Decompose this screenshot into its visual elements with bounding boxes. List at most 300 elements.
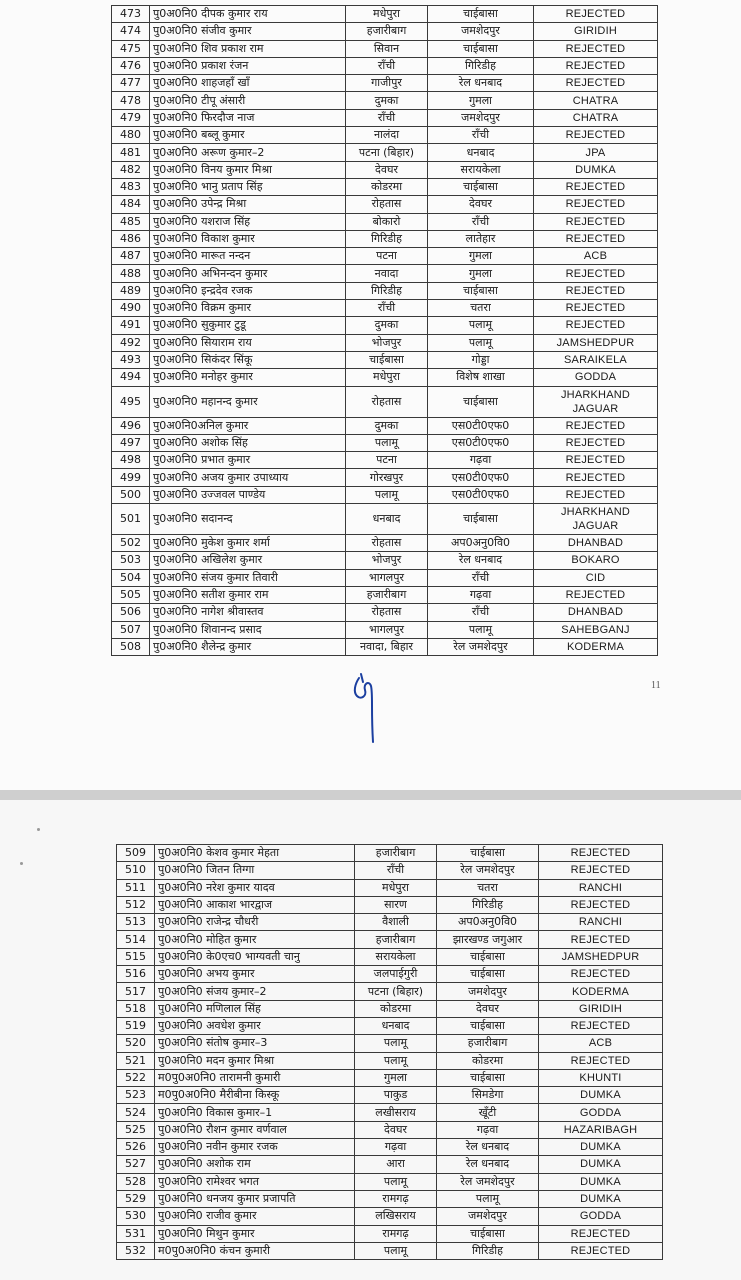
officer-name-cell: पु0अ0नि0 मोहित कुमार: [155, 931, 355, 948]
officer-name-cell: पु0अ0नि0 धनजय कुमार प्रजापति: [155, 1190, 355, 1207]
officer-name-cell: पु0अ0नि0 के0एच0 भाग्यवती चानु: [155, 948, 355, 965]
officer-name-cell: पु0अ0नि0 आकाश भारद्वाज: [155, 896, 355, 913]
current-posting-cell: राँची: [428, 127, 534, 144]
speck: [20, 862, 23, 865]
remark-cell: REJECTED: [534, 6, 658, 23]
remark-cell: GODDA: [539, 1104, 663, 1121]
officer-name-cell: पु0अ0नि0 संजीव कुमार: [150, 23, 346, 40]
officer-name-cell: पु0अ0नि0 शिवानन्द प्रसाद: [150, 621, 346, 638]
home-district-cell: भागलपुर: [346, 621, 428, 638]
home-district-cell: गाजीपुर: [346, 75, 428, 92]
serial-number-cell: 526: [117, 1139, 155, 1156]
table-row: [117, 1139, 663, 1156]
officer-name-cell: पु0अ0नि0 इन्द्रदेव रजक: [150, 282, 346, 299]
home-district-cell: धनबाद: [346, 504, 428, 535]
current-posting-cell: रेल जमशेदपुर: [437, 862, 539, 879]
serial-number-cell: 527: [117, 1156, 155, 1173]
current-posting-cell: धनबाद: [428, 144, 534, 161]
officer-name-cell: पु0अ0नि0 संजय कुमार–2: [155, 983, 355, 1000]
table-row: [117, 1035, 663, 1052]
remark-cell: GODDA: [539, 1208, 663, 1225]
officer-name-cell: पु0अ0नि0 अखिलेश कुमार: [150, 552, 346, 569]
serial-number-cell: 530: [117, 1208, 155, 1225]
remark-cell: DUMKA: [539, 1190, 663, 1207]
current-posting-cell: कोडरमा: [437, 1052, 539, 1069]
officer-name-cell: पु0अ0नि0 नागेश श्रीवास्तव: [150, 604, 346, 621]
home-district-cell: नालंदा: [346, 127, 428, 144]
home-district-cell: लखिसराय: [355, 1208, 437, 1225]
home-district-cell: पाकुड: [355, 1087, 437, 1104]
officer-name-cell: पु0अ0नि0 बब्लू कुमार: [150, 127, 346, 144]
home-district-cell: कोडरमा: [346, 178, 428, 195]
page-number: 11: [651, 680, 661, 691]
home-district-cell: दुमका: [346, 317, 428, 334]
remark-cell: DUMKA: [539, 1173, 663, 1190]
officer-name-cell: पु0अ0नि0 नवीन कुमार रजक: [155, 1139, 355, 1156]
table-row: [117, 896, 663, 913]
remark-cell: GODDA: [534, 369, 658, 386]
table-row: [117, 1000, 663, 1017]
remark-cell: REJECTED: [534, 417, 658, 434]
speck: [37, 828, 40, 831]
serial-number-cell: 529: [117, 1190, 155, 1207]
home-district-cell: सरायकेला: [355, 948, 437, 965]
remark-cell: CID: [534, 569, 658, 586]
home-district-cell: पटना (बिहार): [346, 144, 428, 161]
officer-name-cell: पु0अ0नि0 नरेश कुमार यादव: [155, 879, 355, 896]
serial-number-cell: 492: [112, 334, 150, 351]
officer-name-cell: पु0अ0नि0 प्रकाश रंजन: [150, 57, 346, 74]
current-posting-cell: देवघर: [428, 196, 534, 213]
remark-cell: REJECTED: [539, 931, 663, 948]
home-district-cell: देवघर: [346, 161, 428, 178]
table-row: [112, 6, 658, 23]
serial-number-cell: 498: [112, 452, 150, 469]
serial-number-cell: 531: [117, 1225, 155, 1242]
home-district-cell: हजारीबाग: [355, 931, 437, 948]
table-row: [117, 1017, 663, 1034]
table-row: [112, 230, 658, 247]
home-district-cell: नवादा: [346, 265, 428, 282]
serial-number-cell: 489: [112, 282, 150, 299]
home-district-cell: दुमका: [346, 92, 428, 109]
serial-number-cell: 505: [112, 586, 150, 603]
serial-number-cell: 475: [112, 40, 150, 57]
officer-name-cell: पु0अ0नि0 अशोक सिंह: [150, 434, 346, 451]
table-row: [112, 213, 658, 230]
home-district-cell: सिवान: [346, 40, 428, 57]
officer-name-cell: पु0अ0नि0 सियाराम राय: [150, 334, 346, 351]
table-row: [117, 1242, 663, 1259]
remark-cell: ACB: [534, 248, 658, 265]
officer-name-cell: पु0अ0नि0 केशव कुमार मेहता: [155, 845, 355, 862]
officer-name-cell: पु0अ0नि0अनिल कुमार: [150, 417, 346, 434]
serial-number-cell: 508: [112, 638, 150, 655]
officer-name-cell: पु0अ0नि0 शिव प्रकाश राम: [150, 40, 346, 57]
table-row: [112, 604, 658, 621]
officer-name-cell: पु0अ0नि0 संतोष कुमार–3: [155, 1035, 355, 1052]
table-row: [112, 552, 658, 569]
serial-number-cell: 522: [117, 1069, 155, 1086]
remark-cell: DHANBAD: [534, 604, 658, 621]
home-district-cell: गिरिडीह: [346, 230, 428, 247]
officer-name-cell: पु0अ0नि0 रामेश्वर भगत: [155, 1173, 355, 1190]
table-row: [112, 109, 658, 126]
home-district-cell: जलपाईगुरी: [355, 966, 437, 983]
remark-cell: REJECTED: [534, 57, 658, 74]
remark-cell: REJECTED: [534, 75, 658, 92]
remark-cell: GIRIDIH: [539, 1000, 663, 1017]
serial-number-cell: 507: [112, 621, 150, 638]
table-row: [117, 983, 663, 1000]
serial-number-cell: 525: [117, 1121, 155, 1138]
serial-number-cell: 494: [112, 369, 150, 386]
home-district-cell: हजारीबाग: [346, 23, 428, 40]
officer-name-cell: पु0अ0नि0 मदन कुमार मिश्रा: [155, 1052, 355, 1069]
home-district-cell: राँची: [355, 862, 437, 879]
officer-name-cell: पु0अ0नि0 मुकेश कुमार शर्मा: [150, 535, 346, 552]
table-row: [112, 23, 658, 40]
current-posting-cell: चाईबासा: [437, 1069, 539, 1086]
home-district-cell: गिरिडीह: [346, 282, 428, 299]
current-posting-cell: चाईबासा: [437, 966, 539, 983]
serial-number-cell: 528: [117, 1173, 155, 1190]
serial-number-cell: 515: [117, 948, 155, 965]
home-district-cell: भोजपुर: [346, 334, 428, 351]
table-row: [112, 638, 658, 655]
table-row: [112, 75, 658, 92]
officer-name-cell: पु0अ0नि0 सतीश कुमार राम: [150, 586, 346, 603]
serial-number-cell: 514: [117, 931, 155, 948]
home-district-cell: राँची: [346, 109, 428, 126]
table-row: [112, 569, 658, 586]
officer-table-body: [117, 845, 663, 1260]
home-district-cell: पटना: [346, 248, 428, 265]
serial-number-cell: 503: [112, 552, 150, 569]
current-posting-cell: चाईबासा: [437, 1225, 539, 1242]
serial-number-cell: 490: [112, 300, 150, 317]
remark-cell: REJECTED: [534, 586, 658, 603]
officer-name-cell: पु0अ0नि0 अभय कुमार: [155, 966, 355, 983]
remark-cell: SAHEBGANJ: [534, 621, 658, 638]
current-posting-cell: चाईबासा: [437, 1017, 539, 1034]
table-row: [117, 1208, 663, 1225]
serial-number-cell: 488: [112, 265, 150, 282]
table-row: [112, 586, 658, 603]
current-posting-cell: एस0टी0एफ0: [428, 417, 534, 434]
remark-cell: REJECTED: [539, 1225, 663, 1242]
home-district-cell: बोकारो: [346, 213, 428, 230]
current-posting-cell: जमशेदपुर: [428, 23, 534, 40]
current-posting-cell: सरायकेला: [428, 161, 534, 178]
remark-cell: JAMSHEDPUR: [539, 948, 663, 965]
table-row: [117, 1156, 663, 1173]
home-district-cell: नवादा, बिहार: [346, 638, 428, 655]
table-row: [112, 282, 658, 299]
home-district-cell: मधेपुरा: [346, 6, 428, 23]
current-posting-cell: चतरा: [437, 879, 539, 896]
remark-cell: REJECTED: [534, 434, 658, 451]
home-district-cell: दुमका: [346, 417, 428, 434]
current-posting-cell: अप0अनु0वि0: [428, 535, 534, 552]
current-posting-cell: चाईबासा: [437, 948, 539, 965]
home-district-cell: पलामू: [355, 1173, 437, 1190]
serial-number-cell: 481: [112, 144, 150, 161]
officer-name-cell: पु0अ0नि0 शाहजहाँ खाँ: [150, 75, 346, 92]
current-posting-cell: चाईबासा: [428, 6, 534, 23]
current-posting-cell: जमशेदपुर: [428, 109, 534, 126]
current-posting-cell: चाईबासा: [428, 178, 534, 195]
serial-number-cell: 509: [117, 845, 155, 862]
current-posting-cell: जमशेदपुर: [437, 983, 539, 1000]
remark-cell: REJECTED: [534, 127, 658, 144]
current-posting-cell: गुमला: [428, 265, 534, 282]
serial-number-cell: 519: [117, 1017, 155, 1034]
home-district-cell: रोहतास: [346, 535, 428, 552]
serial-number-cell: 483: [112, 178, 150, 195]
remark-cell: REJECTED: [539, 896, 663, 913]
serial-number-cell: 500: [112, 486, 150, 503]
table-row: [112, 334, 658, 351]
current-posting-cell: रेल जमशेदपुर: [428, 638, 534, 655]
table-row: [112, 535, 658, 552]
officer-name-cell: पु0अ0नि0 मणिलाल सिंह: [155, 1000, 355, 1017]
home-district-cell: गुमला: [355, 1069, 437, 1086]
remark-cell: KHUNTI: [539, 1069, 663, 1086]
officer-table-body: [112, 6, 658, 656]
remark-cell: REJECTED: [539, 845, 663, 862]
home-district-cell: गढ़वा: [355, 1139, 437, 1156]
table-row: [117, 948, 663, 965]
table-row: [112, 434, 658, 451]
serial-number-cell: 480: [112, 127, 150, 144]
home-district-cell: वैशाली: [355, 914, 437, 931]
officer-name-cell: पु0अ0नि0 अशोक राम: [155, 1156, 355, 1173]
home-district-cell: गोरखपुर: [346, 469, 428, 486]
current-posting-cell: गिरिडीह: [437, 896, 539, 913]
home-district-cell: भागलपुर: [346, 569, 428, 586]
current-posting-cell: पलामू: [437, 1190, 539, 1207]
remark-cell: REJECTED: [539, 1017, 663, 1034]
table-row: [112, 369, 658, 386]
remark-cell: REJECTED: [534, 452, 658, 469]
remark-cell: DUMKA: [539, 1156, 663, 1173]
current-posting-cell: राँची: [428, 213, 534, 230]
serial-number-cell: 496: [112, 417, 150, 434]
serial-number-cell: 497: [112, 434, 150, 451]
current-posting-cell: रेल जमशेदपुर: [437, 1173, 539, 1190]
serial-number-cell: 479: [112, 109, 150, 126]
current-posting-cell: एस0टी0एफ0: [428, 434, 534, 451]
remark-cell: REJECTED: [534, 213, 658, 230]
table-row: [117, 1087, 663, 1104]
table-row: [112, 504, 658, 535]
table-row: [117, 931, 663, 948]
current-posting-cell: रेल धनबाद: [437, 1156, 539, 1173]
table-row: [117, 1190, 663, 1207]
officer-name-cell: पु0अ0नि0 शैलेन्द्र कुमार: [150, 638, 346, 655]
current-posting-cell: झारखण्ड जगुआर: [437, 931, 539, 948]
home-district-cell: रामगढ़: [355, 1190, 437, 1207]
serial-number-cell: 504: [112, 569, 150, 586]
current-posting-cell: एस0टी0एफ0: [428, 486, 534, 503]
table-row: [117, 879, 663, 896]
remark-cell: REJECTED: [539, 1052, 663, 1069]
home-district-cell: पटना: [346, 452, 428, 469]
current-posting-cell: चाईबासा: [437, 845, 539, 862]
current-posting-cell: गुमला: [428, 248, 534, 265]
remark-cell: REJECTED: [534, 486, 658, 503]
table-row: [117, 1069, 663, 1086]
home-district-cell: पलामू: [355, 1242, 437, 1259]
remark-cell: KODERMA: [534, 638, 658, 655]
serial-number-cell: 476: [112, 57, 150, 74]
table-row: [117, 845, 663, 862]
home-district-cell: रोहतास: [346, 604, 428, 621]
table-row: [112, 486, 658, 503]
home-district-cell: हजारीबाग: [355, 845, 437, 862]
current-posting-cell: खूँटी: [437, 1104, 539, 1121]
serial-number-cell: 487: [112, 248, 150, 265]
table-row: [112, 452, 658, 469]
table-row: [112, 469, 658, 486]
current-posting-cell: देवघर: [437, 1000, 539, 1017]
table-row: [112, 40, 658, 57]
current-posting-cell: राँची: [428, 604, 534, 621]
serial-number-cell: 491: [112, 317, 150, 334]
table-row: [112, 161, 658, 178]
serial-number-cell: 486: [112, 230, 150, 247]
officer-name-cell: पु0अ0नि0 सुकुमार टुडू: [150, 317, 346, 334]
current-posting-cell: पलामू: [428, 334, 534, 351]
remark-cell: REJECTED: [534, 178, 658, 195]
remark-cell: REJECTED: [534, 282, 658, 299]
officer-table-page-1: [111, 5, 658, 656]
current-posting-cell: रेल धनबाद: [428, 75, 534, 92]
serial-number-cell: 521: [117, 1052, 155, 1069]
table-row: [112, 300, 658, 317]
remark-cell: REJECTED: [534, 40, 658, 57]
home-district-cell: हजारीबाग: [346, 586, 428, 603]
table-row: [117, 914, 663, 931]
officer-name-cell: पु0अ0नि0 उज्जवल पाण्डेय: [150, 486, 346, 503]
serial-number-cell: 520: [117, 1035, 155, 1052]
officer-name-cell: पु0अ0नि0 संजय कुमार तिवारी: [150, 569, 346, 586]
remark-cell: DUMKA: [539, 1087, 663, 1104]
table-row: [117, 966, 663, 983]
serial-number-cell: 532: [117, 1242, 155, 1259]
current-posting-cell: एस0टी0एफ0: [428, 469, 534, 486]
serial-number-cell: 477: [112, 75, 150, 92]
officer-name-cell: पु0अ0नि0 विकाश कुमार: [150, 230, 346, 247]
home-district-cell: पलामू: [346, 486, 428, 503]
remark-cell: DUMKA: [539, 1139, 663, 1156]
current-posting-cell: राँची: [428, 569, 534, 586]
home-district-cell: सारण: [355, 896, 437, 913]
table-row: [117, 1121, 663, 1138]
current-posting-cell: गोड्डा: [428, 351, 534, 368]
remark-cell: DHANBAD: [534, 535, 658, 552]
remark-cell: ACB: [539, 1035, 663, 1052]
serial-number-cell: 516: [117, 966, 155, 983]
serial-number-cell: 524: [117, 1104, 155, 1121]
table-row: [112, 386, 658, 417]
table-row: [112, 178, 658, 195]
officer-name-cell: पु0अ0नि0 रौशन कुमार वर्णवाल: [155, 1121, 355, 1138]
serial-number-cell: 506: [112, 604, 150, 621]
remark-cell: JHARKHAND JAGUAR: [534, 504, 658, 535]
serial-number-cell: 493: [112, 351, 150, 368]
table-row: [112, 248, 658, 265]
officer-name-cell: पु0अ0नि0 विनय कुमार मिश्रा: [150, 161, 346, 178]
table-row: [117, 1052, 663, 1069]
serial-number-cell: 495: [112, 386, 150, 417]
officer-name-cell: पु0अ0नि0 अवधेश कुमार: [155, 1017, 355, 1034]
serial-number-cell: 501: [112, 504, 150, 535]
remark-cell: BOKARO: [534, 552, 658, 569]
remark-cell: CHATRA: [534, 92, 658, 109]
home-district-cell: मधेपुरा: [355, 879, 437, 896]
serial-number-cell: 517: [117, 983, 155, 1000]
remark-cell: CHATRA: [534, 109, 658, 126]
officer-name-cell: पु0अ0नि0 अभिनन्दन कुमार: [150, 265, 346, 282]
current-posting-cell: पलामू: [428, 621, 534, 638]
officer-name-cell: पु0अ0नि0 भानु प्रताप सिंह: [150, 178, 346, 195]
table-row: [112, 351, 658, 368]
remark-cell: JHARKHAND JAGUAR: [534, 386, 658, 417]
officer-name-cell: पु0अ0नि0 दीपक कुमार राय: [150, 6, 346, 23]
table-row: [112, 92, 658, 109]
current-posting-cell: चाईबासा: [428, 386, 534, 417]
home-district-cell: आरा: [355, 1156, 437, 1173]
serial-number-cell: 482: [112, 161, 150, 178]
table-row: [112, 57, 658, 74]
current-posting-cell: हजारीबाग: [437, 1035, 539, 1052]
current-posting-cell: लातेहार: [428, 230, 534, 247]
current-posting-cell: रेल धनबाद: [437, 1139, 539, 1156]
remark-cell: REJECTED: [539, 966, 663, 983]
home-district-cell: रोहतास: [346, 196, 428, 213]
remark-cell: JPA: [534, 144, 658, 161]
current-posting-cell: चाईबासा: [428, 40, 534, 57]
current-posting-cell: गढ़वा: [428, 586, 534, 603]
home-district-cell: पलामू: [355, 1052, 437, 1069]
remark-cell: REJECTED: [539, 1242, 663, 1259]
remark-cell: REJECTED: [534, 300, 658, 317]
signature: [345, 670, 385, 750]
remark-cell: RANCHI: [539, 914, 663, 931]
current-posting-cell: गिरिडीह: [428, 57, 534, 74]
officer-name-cell: पु0अ0नि0 प्रभात कुमार: [150, 452, 346, 469]
remark-cell: JAMSHEDPUR: [534, 334, 658, 351]
serial-number-cell: 478: [112, 92, 150, 109]
officer-name-cell: पु0अ0नि0 सदानन्द: [150, 504, 346, 535]
home-district-cell: राँची: [346, 57, 428, 74]
page-gap: [0, 790, 741, 800]
home-district-cell: राँची: [346, 300, 428, 317]
current-posting-cell: पलामू: [428, 317, 534, 334]
remark-cell: REJECTED: [534, 196, 658, 213]
table-row: [112, 265, 658, 282]
serial-number-cell: 502: [112, 535, 150, 552]
home-district-cell: रामगढ़: [355, 1225, 437, 1242]
home-district-cell: कोडरमा: [355, 1000, 437, 1017]
current-posting-cell: गुमला: [428, 92, 534, 109]
table-row: [112, 127, 658, 144]
home-district-cell: रोहतास: [346, 386, 428, 417]
table-row: [117, 1225, 663, 1242]
officer-name-cell: पु0अ0नि0 राजीव कुमार: [155, 1208, 355, 1225]
